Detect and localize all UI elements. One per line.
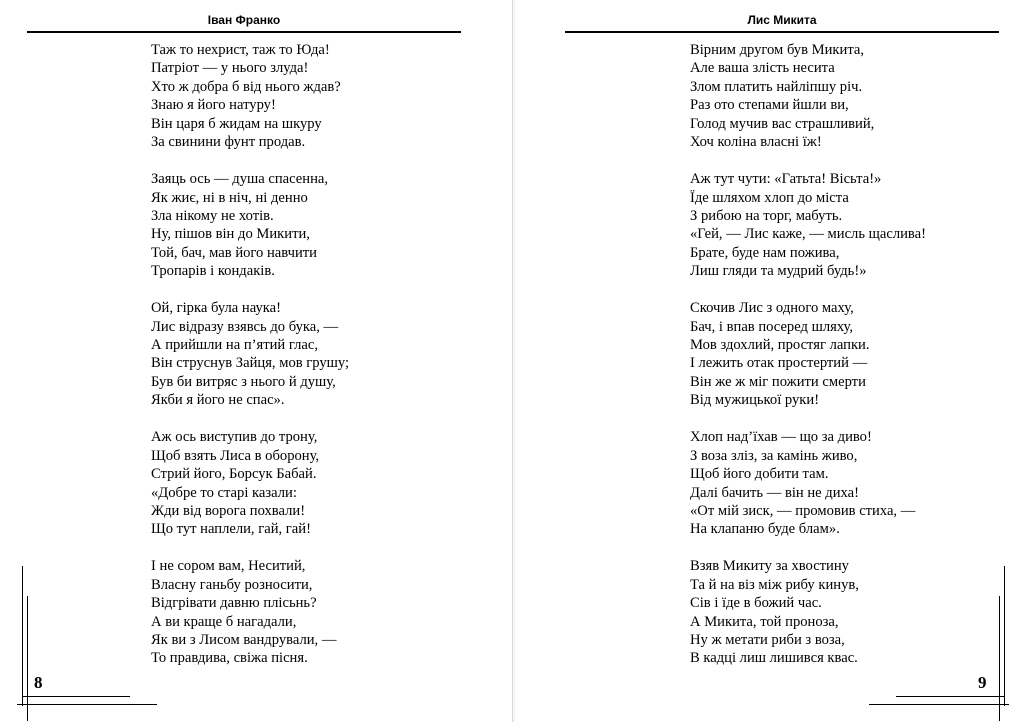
page-number: 9 bbox=[978, 673, 987, 692]
stanza bbox=[690, 557, 926, 668]
poem-line: Бач, і впав посеред шляху, bbox=[690, 318, 854, 335]
poem-line: З воза зліз, за камінь живо, bbox=[690, 447, 858, 464]
header-rule bbox=[565, 31, 999, 33]
poem-line: Їде шляхом хлоп до міста bbox=[690, 189, 849, 206]
poem-line: Таж то нехрист, таж то Юда! bbox=[151, 42, 330, 58]
poem-line: Скочив Лис з одного маху, bbox=[690, 300, 854, 317]
poem-line: «От мій зиск, — промовив стиха, — bbox=[690, 502, 916, 519]
poem-text bbox=[690, 41, 926, 668]
page-number: 8 bbox=[34, 673, 43, 692]
poem-line: Лиш гляди та мудрий будь!» bbox=[690, 263, 867, 280]
poem-line: Він же ж міг пожити смерти bbox=[690, 373, 866, 390]
poem-line: Тропарів і кондаків. bbox=[151, 263, 275, 280]
poem-line: Взяв Микиту за хвостину bbox=[690, 558, 849, 575]
corner-ornament-line bbox=[22, 566, 23, 706]
poem-line: Хлоп над’їхав — що за диво! bbox=[690, 429, 872, 446]
poem-line: А Микита, той проноза, bbox=[690, 613, 839, 630]
poem-text bbox=[151, 41, 349, 668]
running-header-title: Лис Микита bbox=[747, 13, 817, 27]
poem-line: Патріот — у нього злуда! bbox=[151, 60, 309, 77]
poem-line: Що тут наплели, гай, гай! bbox=[151, 521, 311, 538]
poem-line: «Добре то старі казали: bbox=[151, 484, 297, 501]
poem-line: Хто ж добра б від нього ждав? bbox=[151, 78, 341, 95]
stanza bbox=[151, 170, 349, 281]
poem-line: Вірним другом був Микита, bbox=[690, 42, 865, 58]
poem-line: І не сором вам, Неситий, bbox=[151, 558, 306, 575]
poem-line: Знаю я його натуру! bbox=[151, 97, 276, 114]
poem-line: Брате, буде нам пожива, bbox=[690, 244, 840, 261]
poem-line: На клапаню буде блам». bbox=[690, 521, 840, 538]
stanza bbox=[690, 299, 926, 410]
poem-line: З рибою на торг, мабуть. bbox=[690, 207, 843, 224]
poem-line: За свинини фунт продав. bbox=[151, 134, 306, 151]
poem-line: Та й на віз між рибу кинув, bbox=[690, 576, 859, 593]
poem-line: Щоб його добити там. bbox=[690, 466, 829, 483]
poem-line: Сів і їде в божий час. bbox=[690, 595, 822, 612]
poem-line: А прийшли на п’ятий глас, bbox=[151, 337, 318, 353]
poem-line: Хоч коліна власні їж! bbox=[690, 134, 822, 151]
poem-line: Той, бач, мав його навчити bbox=[151, 244, 317, 261]
poem-line: Ой, гірка була наука! bbox=[151, 300, 281, 317]
poem-line: Як жиє, ні в ніч, ні денно bbox=[151, 189, 308, 206]
poem-line: Голод мучив вас страшливий, bbox=[690, 115, 875, 132]
poem-line: Ну, пішов він до Микити, bbox=[151, 226, 310, 243]
stanza bbox=[151, 428, 349, 539]
poem-line: В кадці лиш лишився квас. bbox=[690, 650, 858, 667]
stanza bbox=[690, 170, 926, 281]
poem-line: Він царя б жидам на шкуру bbox=[151, 115, 322, 132]
corner-ornament-line bbox=[869, 704, 1009, 705]
poem-line: Далі бачить — він не диха! bbox=[690, 484, 859, 501]
header-rule bbox=[27, 31, 461, 33]
poem-line: Але ваша злість несита bbox=[690, 60, 835, 77]
poem-line: Відгрівати давню плісьнь? bbox=[151, 595, 317, 612]
poem-line: Зла нікому не хотів. bbox=[151, 207, 274, 224]
poem-line: Злом платить найліпшу річ. bbox=[690, 78, 863, 95]
poem-line: Аж тут чути: «Гатьта! Вісьта!» bbox=[690, 171, 882, 188]
corner-ornament-line bbox=[896, 696, 1004, 697]
right-page bbox=[515, 0, 1029, 722]
poem-line: Від мужицької руки! bbox=[690, 392, 820, 409]
poem-line: Мов здохлий, простяг лапки. bbox=[690, 337, 870, 353]
poem-line: То правдива, свіжа пісня. bbox=[151, 650, 308, 667]
corner-ornament-line bbox=[999, 596, 1000, 721]
poem-line: А ви краще б нагадали, bbox=[151, 613, 297, 630]
poem-line: Жди від ворога похвали! bbox=[151, 502, 306, 519]
stanza bbox=[690, 41, 926, 152]
poem-line: Власну ганьбу розносити, bbox=[151, 576, 313, 593]
poem-line: Як ви з Лисом вандрували, — bbox=[151, 632, 337, 648]
poem-line: Якби я його не спас». bbox=[151, 392, 285, 409]
running-header-author: Іван Франко bbox=[207, 13, 281, 27]
poem-line: Ну ж метати риби з воза, bbox=[690, 632, 845, 648]
stanza bbox=[151, 41, 349, 152]
poem-line: «Гей, — Лис каже, — мисль щаслива! bbox=[690, 226, 926, 243]
corner-ornament-line bbox=[22, 696, 130, 697]
poem-line: Лис відразу взявсь до бука, — bbox=[151, 318, 339, 335]
poem-line: Заяць ось — душа спасенна, bbox=[151, 171, 329, 188]
stanza bbox=[151, 557, 349, 668]
poem-line: Аж ось виступив до трону, bbox=[151, 429, 318, 446]
poem-line: Раз ото степами йшли ви, bbox=[690, 97, 849, 114]
poem-line: Він струснув Зайця, мов грушу; bbox=[151, 355, 350, 372]
corner-ornament-line bbox=[27, 596, 28, 721]
corner-ornament-line bbox=[1004, 566, 1005, 706]
corner-ornament-line bbox=[17, 704, 157, 705]
poem-line: Був би витряс з нього й душу, bbox=[151, 373, 336, 390]
left-page bbox=[0, 0, 512, 722]
poem-line: Щоб взять Лиса в оборону, bbox=[151, 447, 320, 464]
stanza bbox=[690, 428, 926, 539]
poem-line: І лежить отак простертий — bbox=[690, 355, 868, 372]
stanza bbox=[151, 299, 349, 410]
poem-line: Стрий його, Борсук Бабай. bbox=[151, 466, 317, 483]
